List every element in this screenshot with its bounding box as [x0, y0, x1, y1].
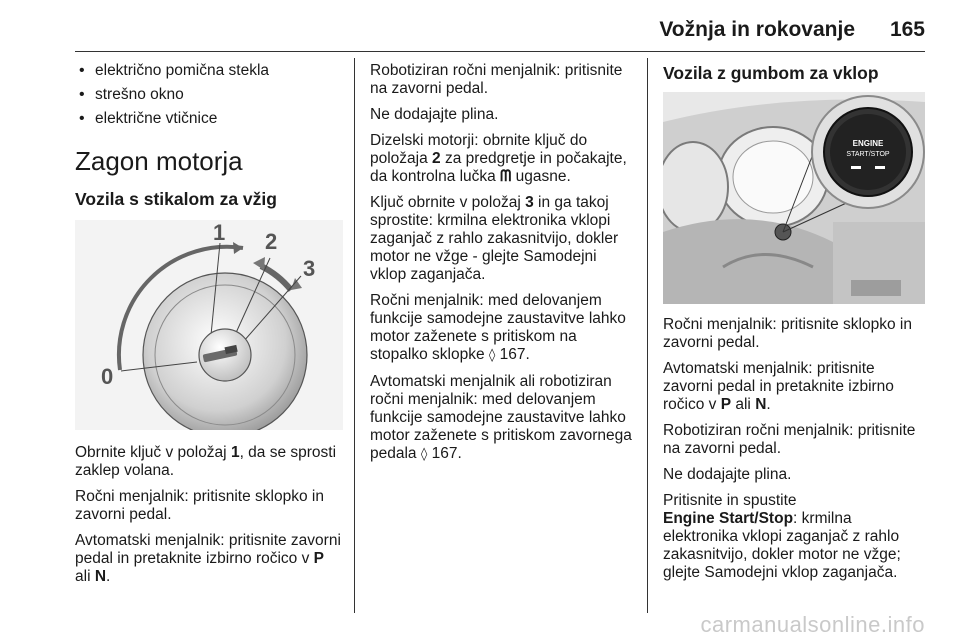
- section-heading: Zagon motorja: [75, 146, 243, 176]
- column-divider-1: [354, 58, 355, 613]
- column-divider-2: [647, 58, 648, 613]
- paragraph: Robotiziran ročni menjalnik: pritisnite na zavorni pedal.: [663, 422, 916, 457]
- subsection-heading: Vozila s stikalom za vžig: [75, 189, 277, 209]
- list-item: • električne vtičnice: [75, 110, 343, 128]
- right-column: [663, 62, 928, 590]
- paragraph: Robotiziran ročni menjalnik: pritisnite na zavorni pedal.: [370, 62, 623, 97]
- header-rule: [75, 51, 925, 52]
- paragraph: Avtomatski menjalnik: pritisnite zavorni pedal in pretaknite izbirno ročico v P ali N.: [75, 532, 341, 585]
- paragraph: Ključ obrnite v položaj 3 in ga takoj sprostite: krmilna elektronika vklopi zaganjač z rahlo zakasnitvijo, dokler motor ne vžge - glejte Samodejni vklop zaganjača.: [370, 194, 619, 283]
- list-item: • električno pomična stekla: [75, 62, 343, 80]
- paragraph: Avtomatski menjalnik ali robotiziran ročni menjalnik: med delovanjem funkcije samodejne zaustavitve lahko motor zaženete s pritiskom zavornega pedala ◊ 167.: [370, 373, 632, 462]
- ignition-switch-figure: [75, 220, 343, 430]
- paragraph: Avtomatski menjalnik: pritisnite zavorni pedal in pretaknite izbirno ročico v P ali N.: [663, 360, 894, 413]
- subsection-heading: Vozila z gumbom za vklop: [663, 63, 879, 83]
- position-label-3: 3: [303, 256, 316, 281]
- page-header: [75, 18, 925, 46]
- watermark: carmanualsonline.info: [700, 612, 925, 637]
- list-item: • strešno okno: [75, 86, 343, 104]
- paragraph: Ne dodajajte plina.: [663, 466, 792, 483]
- glow-plug-icon: ᗰ: [500, 168, 512, 185]
- start-stop-label: START/STOP: [846, 151, 890, 158]
- paragraph: Dizelski motorji: obrnite ključ do položaja 2 za predgretje in počakajte, da kontrolna lučka ᗰ ugasne.: [370, 132, 627, 185]
- paragraph: Ročni menjalnik: pritisnite sklopko in zavorni pedal.: [663, 316, 912, 351]
- middle-column: [370, 62, 635, 472]
- page-reference-icon: ◊: [420, 447, 428, 462]
- paragraph: Ne dodajajte plina.: [370, 106, 499, 123]
- start-stop-button-figure: [663, 92, 925, 304]
- paragraph: Obrnite ključ v položaj 1, da se sprosti zaklep volana.: [75, 444, 337, 479]
- page-number: 165: [889, 18, 925, 41]
- paragraph: Pritisnite in spustite Engine Start/Stop: krmilna elektronika vklopi zaganjač z rahlo zakasnitvijo, dokler motor ne vžge; glejte Samodejni vklop zaganjača.: [663, 492, 901, 581]
- position-label-0: 0: [101, 364, 114, 389]
- position-label-1: 1: [213, 220, 226, 245]
- section-title: Vožnja in rokovanje: [659, 18, 855, 41]
- position-label-2: 2: [265, 229, 278, 254]
- engine-label: ENGINE: [852, 139, 884, 148]
- feature-list: [75, 62, 343, 128]
- page-reference-icon: ◊: [488, 348, 496, 363]
- left-column: [75, 62, 343, 594]
- paragraph: Ročni menjalnik: pritisnite sklopko in zavorni pedal.: [75, 488, 324, 523]
- paragraph: Ročni menjalnik: med delovanjem funkcije samodejne zaustavitve lahko motor zaženete s pritiskom na stopalko sklopke ◊ 167.: [370, 292, 626, 363]
